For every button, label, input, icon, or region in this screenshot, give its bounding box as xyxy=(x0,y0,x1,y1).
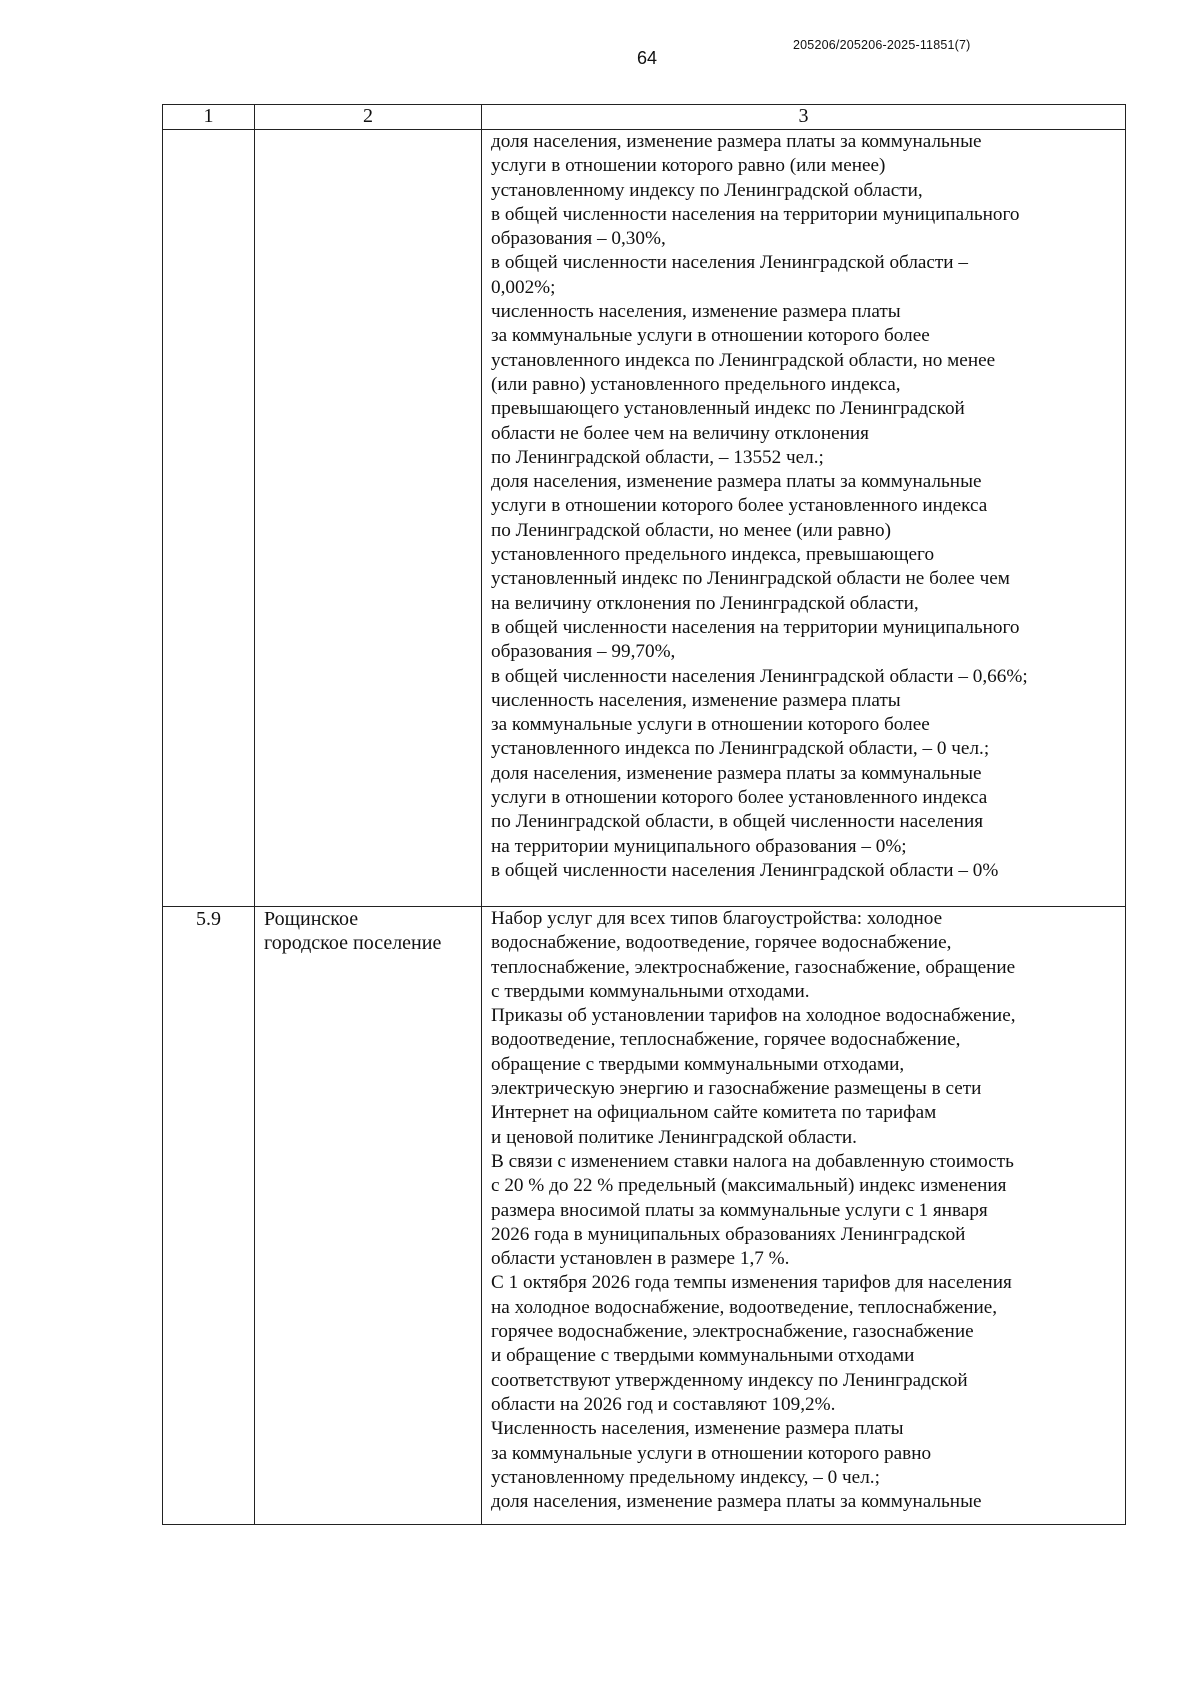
text-line: установленный индекс по Ленинградской области не более чем xyxy=(491,568,1010,590)
text-line: и ценовой политике Ленинградской области. xyxy=(491,1126,857,1148)
text-line: услуги в отношении которого равно (или менее) xyxy=(491,155,886,177)
text-line: образования – 0,30%, xyxy=(491,228,666,250)
column-header-3: 3 xyxy=(482,105,1126,130)
table-header-row xyxy=(163,105,1126,130)
page-number: 64 xyxy=(637,48,658,68)
text-line: за коммунальные услуги в отношении которого более xyxy=(491,325,930,347)
table-row-5-9 xyxy=(163,907,1126,1525)
text-line: Численность населения, изменение размера платы xyxy=(491,1418,904,1440)
text-line: за коммунальные услуги в отношении которого более xyxy=(491,714,930,736)
text-line: услуги в отношении которого более установленного индекса xyxy=(491,787,988,809)
text-line: численность населения, изменение размера платы xyxy=(491,689,901,711)
text-line: Набор услуг для всех типов благоустройства: холодное xyxy=(491,908,943,929)
text-line: услуги в отношении которого более установленного индекса xyxy=(491,495,988,517)
description-text xyxy=(491,130,1125,883)
text-line: на величину отклонения по Ленинградской области, xyxy=(491,592,919,614)
text-line: по Ленинградской области, но менее (или равно) xyxy=(491,519,891,541)
row-number-cell xyxy=(163,130,255,907)
text-line: обращение с твердыми коммунальными отходами, xyxy=(491,1053,905,1075)
description-cell xyxy=(482,130,1126,907)
text-line: доля населения, изменение размера платы за коммунальные xyxy=(491,1491,982,1513)
text-line: водоотведение, теплоснабжение, горячее водоснабжение, xyxy=(491,1029,961,1051)
text-line: области установлен в размере 1,7 %. xyxy=(491,1248,790,1270)
text-line: электрическую энергию и газоснабжение размещены в сети xyxy=(491,1078,982,1100)
description-text xyxy=(491,907,1125,1514)
text-line: за коммунальные услуги в отношении которого равно xyxy=(491,1442,932,1464)
text-line: (или равно) установленного предельного индекса, xyxy=(491,373,901,395)
text-line: в общей численности населения на территории муниципального xyxy=(491,203,1020,225)
text-line: превышающего установленный индекс по Ленинградской xyxy=(491,398,965,420)
text-line: на территории муниципального образования – 0%; xyxy=(491,835,907,857)
text-line: установленного индекса по Ленинградской области, но менее xyxy=(491,349,996,371)
text-line: доля населения, изменение размера платы за коммунальные xyxy=(491,762,982,784)
municipality-name-cell xyxy=(255,130,482,907)
text-line: и обращение с твердыми коммунальными отходами xyxy=(491,1345,915,1367)
text-line: С 1 октября 2026 года темпы изменения тарифов для населения xyxy=(491,1272,1012,1294)
column-header-2: 2 xyxy=(255,105,482,130)
text-line: соответствуют утвержденному индексу по Ленинградской xyxy=(491,1369,968,1391)
text-line: Приказы об установлении тарифов на холодное водоснабжение, xyxy=(491,1005,1016,1027)
text-line: 2026 года в муниципальных образованиях Ленинградской xyxy=(491,1223,966,1245)
text-line: в общей численности населения Ленинградской области – xyxy=(491,252,968,274)
text-line: по Ленинградской области, – 13552 чел.; xyxy=(491,446,824,468)
text-line: области не более чем на величину отклонения xyxy=(491,422,869,444)
text-line: доля населения, изменение размера платы за коммунальные xyxy=(491,131,982,152)
text-line: в общей численности населения на территории муниципального xyxy=(491,616,1020,638)
text-line: теплоснабжение, электроснабжение, газоснабжение, обращение xyxy=(491,956,1016,978)
text-line: на холодное водоснабжение, водоотведение, теплоснабжение, xyxy=(491,1296,998,1318)
text-line: Интернет на официальном сайте комитета по тарифам xyxy=(491,1102,937,1124)
municipality-name-cell xyxy=(255,907,482,1525)
data-table xyxy=(162,104,1126,1525)
description-cell xyxy=(482,907,1126,1525)
text-line: доля населения, изменение размера платы за коммунальные xyxy=(491,471,982,493)
text-line: горячее водоснабжение, электроснабжение, газоснабжение xyxy=(491,1321,974,1343)
text-line: установленному предельному индексу, – 0 чел.; xyxy=(491,1466,880,1488)
row-number-cell: 5.9 xyxy=(163,907,255,1525)
municipality-name-line: городское поселение xyxy=(264,932,442,955)
text-line: в общей численности населения Ленинградской области – 0% xyxy=(491,859,999,881)
text-line: водоснабжение, водоотведение, горячее водоснабжение, xyxy=(491,932,952,954)
text-line: установленному индексу по Ленинградской области, xyxy=(491,179,923,201)
document-id: 205206/205206-2025-11851(7) xyxy=(793,38,971,52)
column-header-1: 1 xyxy=(163,105,255,130)
text-line: установленного индекса по Ленинградской области, – 0 чел.; xyxy=(491,738,990,760)
text-line: области на 2026 год и составляют 109,2%. xyxy=(491,1393,836,1415)
text-line: численность населения, изменение размера платы xyxy=(491,301,901,323)
text-line: размера вносимой платы за коммунальные услуги с 1 января xyxy=(491,1199,988,1221)
text-line: В связи с изменением ставки налога на добавленную стоимость xyxy=(491,1150,1014,1172)
text-line: 0,002%; xyxy=(491,276,556,298)
municipality-name-line: Рощинское xyxy=(264,908,359,930)
text-line: установленного предельного индекса, превышающего xyxy=(491,544,935,566)
text-line: образования – 99,70%, xyxy=(491,641,676,663)
text-line: в общей численности населения Ленинградской области – 0,66%; xyxy=(491,665,1028,687)
table-row-continuation xyxy=(163,130,1126,907)
text-line: с 20 % до 22 % предельный (максимальный) индекс изменения xyxy=(491,1175,1007,1197)
text-line: по Ленинградской области, в общей численности населения xyxy=(491,811,984,833)
text-line: с твердыми коммунальными отходами. xyxy=(491,980,810,1002)
